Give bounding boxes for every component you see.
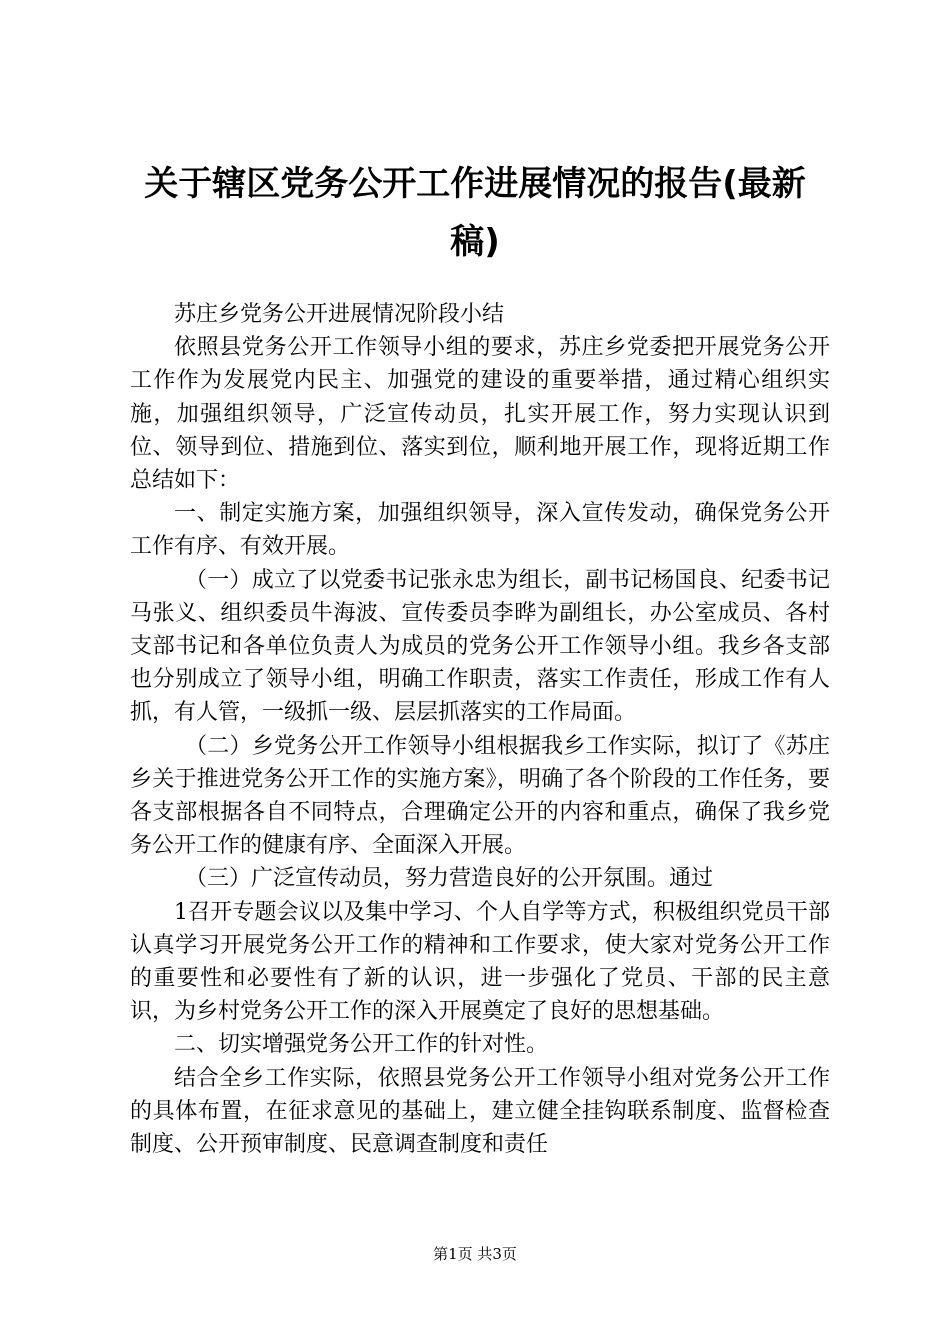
paragraph-intro: 依照县党务公开工作领导小组的要求，苏庄乡党委把开展党务公开工作作为发展党内民主、加强党的建设的重要举措，通过精心组织实施，加强组织领导，广泛宣传动员，扎实开展工作，努力实现认识到位、领导到位、措施到位、落实到位，顺利地开展工作，现将近期工作总结如下： (130, 335, 830, 494)
document-title: 关于辖区党务公开工作进展情况的报告(最新稿) (144, 164, 806, 262)
paragraph-section-2-body: 结合全乡工作实际，依照县党务公开工作领导小组对党务公开工作的具体布置，在征求意见的基础上，建立健全挂钩联系制度、监督检查制度、公开预审制度、民意调查制度和责任 (130, 1065, 830, 1158)
document-body (130, 298, 830, 1161)
page-number: 第1页 共3页 (433, 1245, 517, 1263)
paragraph-item-1: （一）成立了以党委书记张永忠为组长，副书记杨国良、纪委书记马张义、组织委员牛海波、宣传委员李晔为副组长，办公室成员、各村支部书记和各单位负责人为成员的党务公开工作领导小组。我乡各支部也分别成立了领导小组，明确工作职责，落实工作责任，形成工作有人抓，有人管，一级抓一级、层层抓落实的工作局面。 (130, 567, 830, 726)
paragraph-item-3-body: 1召开专题会议以及集中学习、个人自学等方式，积极组织党员干部认真学习开展党务公开工作的精神和工作要求，使大家对党务公开工作的重要性和必要性有了新的认识，进一步强化了党员、干部的民主意识，为乡村党务公开工作的深入开展奠定了良好的思想基础。 (130, 899, 830, 1025)
paragraph-subtitle: 苏庄乡党务公开进展情况阶段小结 (174, 302, 505, 327)
paragraph-item-2: （二）乡党务公开工作领导小组根据我乡工作实际，拟订了《苏庄乡关于推进党务公开工作的实施方案》，明确了各个阶段的工作任务，要各支部根据各自不同特点，合理确定公开的内容和重点，确保了我乡党务公开工作的健康有序、全面深入开展。 (130, 733, 830, 859)
paragraph-section-2: 二、切实增强党务公开工作的针对性。 (174, 1032, 549, 1058)
paragraph-section-1: 一、制定实施方案，加强组织领导，深入宣传发动，确保党务公开工作有序、有效开展。 (130, 501, 830, 560)
paragraph-item-3: （三）广泛宣传动员，努力营造良好的公开氛围。通过 (185, 866, 714, 892)
